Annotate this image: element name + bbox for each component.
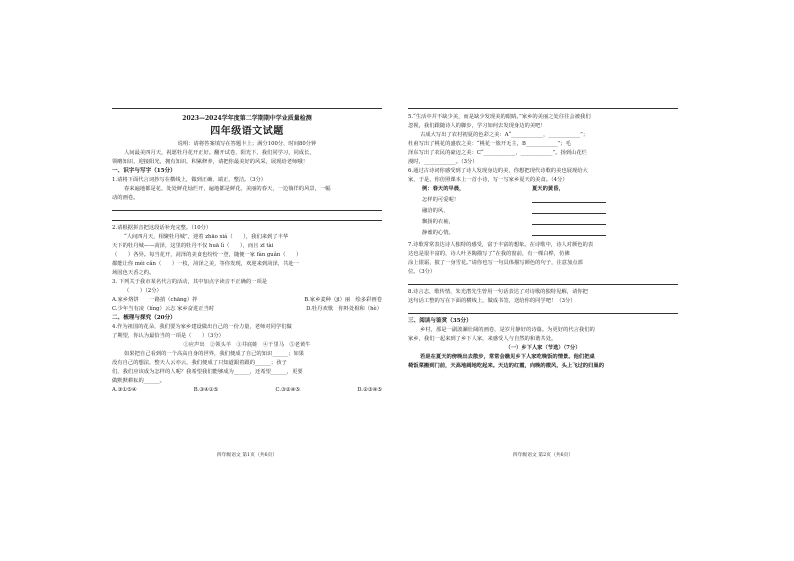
intro-line-1: 人间最美四月天，祝愿牡丹花开正好。翻开试卷，阳光下，我们同学习，同成长， (124, 150, 315, 156)
answer-line[interactable] (408, 307, 678, 314)
poem-answer-line[interactable] (532, 196, 606, 203)
page-footer: 四年级语文 第2页（共6页） (512, 453, 574, 458)
poem-line: 静谧的心情。 (422, 230, 454, 236)
question-2-line-5: 场国色天香之约。 (112, 270, 155, 276)
question-3-options-row-2 (112, 305, 382, 314)
question-4-line-4: 没有自己的想法，整天人云亦云，我们便成了只知道跟着跟的______；孩子 (112, 360, 287, 366)
poem-line: 飘扬的衣袖， (422, 219, 454, 225)
exam-title: 四年级语文试题 (210, 126, 284, 137)
poem-answer-line[interactable] (532, 218, 606, 225)
reading-intro-2: 家乡，我们一起来到了乡下人家，来感受人与自然的和谐共处。 (408, 336, 557, 342)
question-4-line-2: 了期望，你认为最恰当的一项是（ ）（3分） (112, 333, 224, 339)
question-5-line-2: 忽视，我们跟随诗人的脚步，学习如何去发现身边的美吧！ (408, 123, 546, 129)
question-5-line-1: 5.“生活中并不缺少美，而是缺少发现美的眼睛。”家乡的美丽之处往往会被我们 (408, 114, 591, 120)
top-rule (112, 108, 382, 109)
question-7-line-2: 达也是很丰富的，诗人叶圣陶描写了“在我的窗前，有一棵白桦，仿佛 (408, 251, 570, 257)
question-2-line-1: “人间四月天，相聚牡丹城”，迎着 zhāo xiá（ ），我们来到了丰华 (124, 234, 289, 240)
exam-page-1 (112, 108, 382, 460)
question-1-text-2: 动的画卷。 (112, 195, 139, 201)
question-5-line-6: 漫时，____________。（3分） (408, 159, 478, 165)
question-6-line-1: 6.通过古诗词你感受到了诗人发现身边的美，你想把现代诗歌的美也展现给大 (408, 168, 588, 174)
poem-answer-line[interactable] (532, 229, 606, 236)
question-7-line-4: 位。（3分） (408, 269, 436, 275)
answer-line[interactable] (112, 214, 382, 221)
page-footer: 四年级语文 第1页（共6页） (216, 453, 278, 458)
question-4-choices: ①应声出 ②领头羊 ③井底蛙 ④千里马 ⑤老黄牛 (183, 342, 311, 348)
poem-line: 融洽的风， (422, 208, 449, 214)
poem-example-title: 例：春天的早晨， (422, 186, 465, 192)
answer-line[interactable] (112, 204, 382, 211)
question-4-line-3: 如果把自己看到的一个高高自身的世界，我们便成了自己的知识______；如果 (124, 351, 305, 357)
poem-task-title: 夏天的黄昏， (532, 186, 564, 192)
question-8-line-1: 8.诗言志，歌传情，朱光潜先生曾用一句话表达了对诗歌的独特见解，请你把 (408, 289, 588, 295)
instructions: 说明：请将答案填写在答题卡上；满分100分，时间80分钟 (177, 141, 317, 147)
answer-line[interactable] (408, 278, 678, 285)
question-3-options-row-1 (112, 296, 382, 305)
question-5-line-3: 古成大写出了农村初夏的色彩之美：A“____________，____________”； (420, 132, 589, 138)
question-4-answers (112, 386, 382, 395)
option-d[interactable]: D.牡丹欢歌 你料处相和（hè） (306, 306, 382, 312)
question-5-line-4: 杜甫写出了桃花的盛放之美：“桃花一簇开无主，B____________”；毛 (408, 141, 571, 147)
reading-intro-1: 乡村，那是一副波澜壮阔的画卷，是岁月静好的诗篇。为更好的代言我们的 (420, 327, 595, 333)
question-6-line-2: 家，于是，你仿照课本上一首小诗，写一写家乡夏天的美食。（4分） (408, 177, 568, 183)
question-2-line-4: 都能让你 méi cǎn（ ）一枚，菏泽之美，等你发现，欢迎来到菏泽，共赴一 (112, 261, 299, 267)
poem-answer-line[interactable] (532, 207, 606, 214)
section-3-heading: 三、阅读与鉴赏（35分） (408, 318, 472, 324)
answer-a[interactable]: A.③①⑤④ (112, 387, 137, 393)
question-3-points: （ ）（2分） (124, 288, 162, 294)
question-2: 2.请根据拼音把这段话补充完整。（10分） (112, 225, 212, 231)
answer-c[interactable]: C.③②④⑤ (275, 387, 301, 393)
question-4-line-6: 做默默耕耘的______。 (112, 378, 165, 384)
answer-b[interactable]: B.③④①⑤ (193, 387, 219, 393)
option-b[interactable]: B.家乡麦种（jī）丽 绘多彩画卷 (304, 297, 382, 303)
reading-passage-2: 椅饭菜搬到门前，天高地阔地吃起来。天边的红霞，向晚的微风，头上飞过的归巢的 (408, 363, 604, 369)
question-7-line-3: 涂上银霜，披了一身雪花。”请你也写一句具体描写颜色的句子，注意加点部 (408, 260, 583, 266)
exam-sheet (112, 108, 678, 460)
question-1-text-1: 春来遍地都是花，处处鲜花灿烂开，遍地都是鲜花，美丽的春天，一边徜徉的风景，一幅 (124, 186, 331, 192)
exam-page-2 (408, 108, 678, 460)
section-2-heading: 二、梳理与探究（20分） (112, 315, 176, 321)
reading-title: （一）乡下人家（节选）（7分） (505, 345, 581, 351)
section-1-heading: 一、识字与写字（15分） (112, 168, 176, 174)
exam-header: 2023—2024学年度第二学期期中学业质量检测 (182, 115, 312, 122)
poem-grid (408, 185, 678, 238)
question-8-line-2: 这句话工整的写在下面的横线上，做成书签，送给你的同学吧！（3分） (408, 298, 576, 304)
question-4-line-1: 4.作为祖国的花朵，我们要为家乡建设做出自己的一份力量，老师对同学们做 (112, 324, 292, 330)
question-5-line-5: 泽东写出了农民的豪迈之美：C“____________，____________”。扬到山花烂 (408, 150, 587, 156)
question-1: 1.请将下面代言词抄写在横线上，做到正确、端正、整洁。（3分） (112, 177, 267, 183)
question-3: 3. 下列关于我市某名代言的活动，其中加点字读音不正确的一项是 (112, 279, 268, 285)
reading-passage-1: 若是在夏天的傍晚出去散步，常常会瞧见乡下人家吃晚饭的情景。他们把桌 (420, 354, 595, 360)
question-2-line-2: 天下的牡丹城——菏泽，这里的牡丹不仅 huā lì（ ），而且 zī tài (112, 243, 274, 249)
question-4-line-5: 们，我们应该成为怎样的人呢？我希望我们能够成为______，还希望______，更要 (112, 369, 303, 375)
option-c[interactable]: C.少年当有凌（líng）云志 家乡奋进正当时 (112, 306, 215, 312)
top-rule (408, 108, 678, 109)
intro-line-2: 领略知识，迎接阳光，拥有知识，积累修养，请把你最美好的风采，展现给老师哦！ (112, 159, 308, 165)
question-7-line-1: 7.诗歌常常表达诗人独特的感受，富于丰富的想象。在诗歌中，诗人对颜色的表 (408, 242, 594, 248)
question-2-line-3: （ ）各异。每当花开，菏泽的美食也纷纷一登，随便一家 fàn guǎn（ ） (112, 252, 302, 258)
poem-line: 怎样的可爱呢！ (422, 197, 460, 203)
answer-d[interactable]: D.②③④⑤ (357, 387, 382, 393)
option-a[interactable]: A.家乡烙饼 一路捎（chāng）拌 (112, 297, 198, 303)
